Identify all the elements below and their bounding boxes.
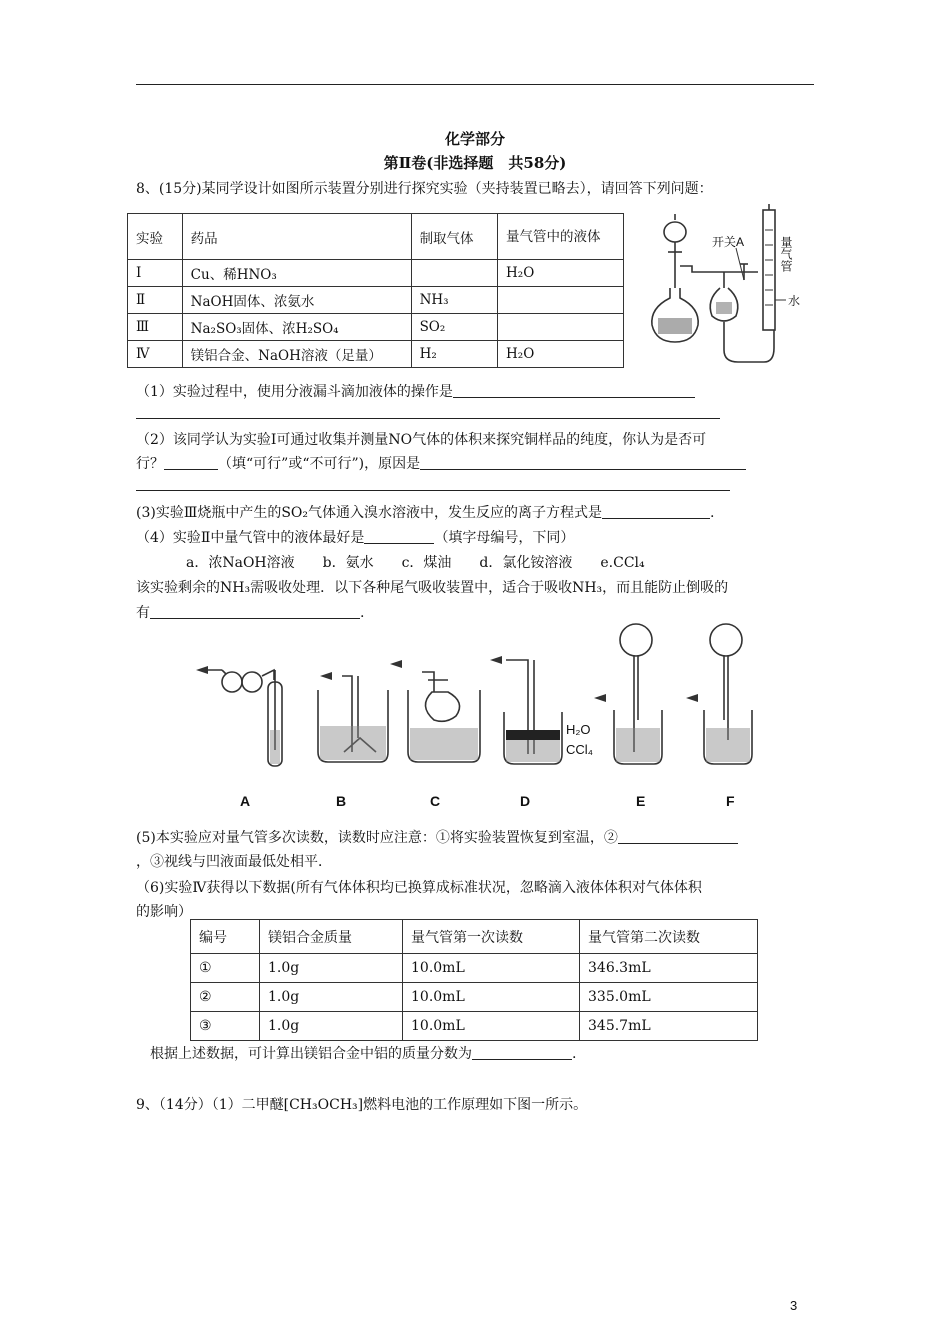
table-cell: Ⅱ	[128, 287, 183, 314]
absorber-label: E	[636, 793, 646, 809]
table-row	[128, 287, 624, 314]
table-cell: H₂O	[498, 260, 624, 287]
q8-part4-text: （4）实验Ⅱ中量气管中的液体最好是	[136, 530, 365, 546]
absorber-label: A	[240, 793, 251, 809]
table-cell	[498, 287, 624, 314]
q8-part5a	[136, 827, 738, 847]
table-cell: 镁铝合金、NaOH溶液（足量）	[182, 341, 411, 368]
table-cell: ③	[191, 1012, 260, 1041]
q8-part5b: ，③视线与凹液面最低处相平．	[136, 854, 332, 870]
table-header: 编号	[191, 920, 260, 954]
q8-conclusion-text: 根据上述数据，可计算出镁铝合金中铝的质量分数为	[150, 1046, 472, 1062]
absorber-label: D	[520, 793, 531, 809]
table-cell: Ⅳ	[128, 341, 183, 368]
table-cell: H₂O	[498, 341, 624, 368]
answer-blank[interactable]	[453, 383, 695, 398]
table-cell: 335.0mL	[580, 983, 758, 1012]
table-row	[128, 341, 624, 368]
table-cell: 1.0g	[260, 954, 403, 983]
q8-part3-text: (3)实验Ⅲ烧瓶中产生的SO₂气体通入溴水溶液中，发生反应的离子方程式是	[136, 505, 603, 521]
page-number: 3	[790, 1298, 798, 1313]
absorber-figures	[190, 620, 770, 810]
table-cell: Ⅰ	[128, 260, 183, 287]
table-cell: Cu、稀HNO₃	[182, 260, 411, 287]
table-header: 镁铝合金质量	[260, 920, 403, 954]
table-cell: 10.0mL	[403, 1012, 580, 1041]
table-cell: 1.0g	[260, 983, 403, 1012]
table-cell: SO₂	[411, 314, 497, 341]
answer-line[interactable]	[136, 490, 730, 491]
q8-part4	[136, 527, 574, 547]
absorber-label: B	[336, 793, 347, 809]
q8-part1-text: （1）实验过程中，使用分液漏斗滴加液体的操作是	[136, 384, 453, 400]
table-cell: ②	[191, 983, 260, 1012]
tube-label: 量气管	[779, 236, 793, 272]
absorber-label: C	[430, 793, 441, 809]
volume-title: 第Ⅱ卷(非选择题 共58分)	[383, 154, 567, 172]
table-cell: 1.0g	[260, 1012, 403, 1041]
table-row	[191, 954, 758, 983]
absorber-label: F	[726, 793, 735, 809]
q9-text: 9、（14分）（1）二甲醚[CH₃OCH₃]燃料电池的工作原理如下图一所示。	[136, 1097, 588, 1113]
answer-blank[interactable]	[364, 529, 434, 544]
table-cell: H₂	[411, 341, 497, 368]
q8-part4-options: a．浓NaOH溶液 b．氨水 c．煤油 d．氯化铵溶液 e.CCl₄	[186, 555, 645, 571]
q8-part1	[136, 381, 695, 401]
water-label: 水	[788, 294, 801, 308]
table-cell: ①	[191, 954, 260, 983]
table-cell: NaOH固体、浓氨水	[182, 287, 411, 314]
answer-blank[interactable]	[602, 504, 710, 519]
table-header: 制取气体	[411, 214, 497, 260]
table-row	[191, 1012, 758, 1041]
table-cell: 346.3mL	[580, 954, 758, 983]
table-header: 量气管第一次读数	[403, 920, 580, 954]
table-header: 量气管第二次读数	[580, 920, 758, 954]
q8-part4b: 该实验剩余的NH₃需吸收处理．以下各种尾气吸收装置中，适合于吸收NH₃，而且能防止倒吸的	[136, 580, 729, 596]
table-cell: 345.7mL	[580, 1012, 758, 1041]
answer-blank[interactable]	[164, 455, 218, 470]
liquid-label-water: H₂O	[566, 722, 591, 737]
switch-label: 开关A	[712, 235, 745, 249]
q8-part2a: （2）该同学认为实验Ⅰ可通过收集并测量NO气体的体积来探究铜样品的纯度，你认为是否可	[136, 432, 707, 448]
answer-blank[interactable]	[150, 604, 360, 619]
q8-part6b: 的影响）	[136, 904, 192, 920]
q8-intro: 8、(15分)某同学设计如图所示装置分别进行探究实验（夹持装置已略去），请回答下列问题：	[136, 181, 713, 197]
gas-apparatus-figure	[640, 200, 820, 370]
table-row	[128, 314, 624, 341]
q8-part4-tail: （填字母编号，下同）	[434, 530, 575, 546]
q8-part4c: 有 .	[136, 605, 365, 621]
answer-blank[interactable]	[472, 1045, 572, 1060]
top-rule	[136, 84, 814, 85]
q8-part4c-text: 有	[136, 605, 150, 621]
table-cell	[498, 314, 624, 341]
table-cell: 10.0mL	[403, 954, 580, 983]
q8-part6a: （6)实验Ⅳ获得以下数据(所有气体体积均已换算成标准状况，忽略滴入液体体积对气体体积	[136, 880, 702, 896]
table-cell: Na₂SO₃固体、浓H₂SO₄	[182, 314, 411, 341]
q8-part5a-text: (5)本实验应对量气管多次读数，读数时应注意：①将实验装置恢复到室温，②	[136, 830, 618, 846]
answer-line[interactable]	[136, 418, 720, 419]
data-table	[190, 919, 758, 1041]
section-title: 化学部分	[444, 130, 505, 148]
liquid-label-ccl4: CCl₄	[566, 742, 593, 757]
table-cell: NH₃	[411, 287, 497, 314]
answer-blank[interactable]	[420, 455, 746, 470]
experiment-table	[127, 213, 624, 368]
table-header: 药品	[182, 214, 411, 260]
answer-blank[interactable]	[618, 829, 738, 844]
q8-part2b-mid: （填“可行”或“不可行”)，原因是	[218, 456, 421, 472]
q8-part2b-pre: 行？	[136, 456, 164, 472]
table-row	[191, 983, 758, 1012]
table-cell: 10.0mL	[403, 983, 580, 1012]
q8-conclusion: 根据上述数据，可计算出镁铝合金中铝的质量分数为 .	[150, 1046, 577, 1062]
table-cell	[411, 260, 497, 287]
table-header: 实验	[128, 214, 183, 260]
q8-part2b	[136, 453, 746, 473]
table-header: 量气管中的液体	[498, 214, 624, 260]
q8-part3: (3)实验Ⅲ烧瓶中产生的SO₂气体通入溴水溶液中，发生反应的离子方程式是 .	[136, 505, 715, 521]
table-row	[128, 260, 624, 287]
table-cell: Ⅲ	[128, 314, 183, 341]
